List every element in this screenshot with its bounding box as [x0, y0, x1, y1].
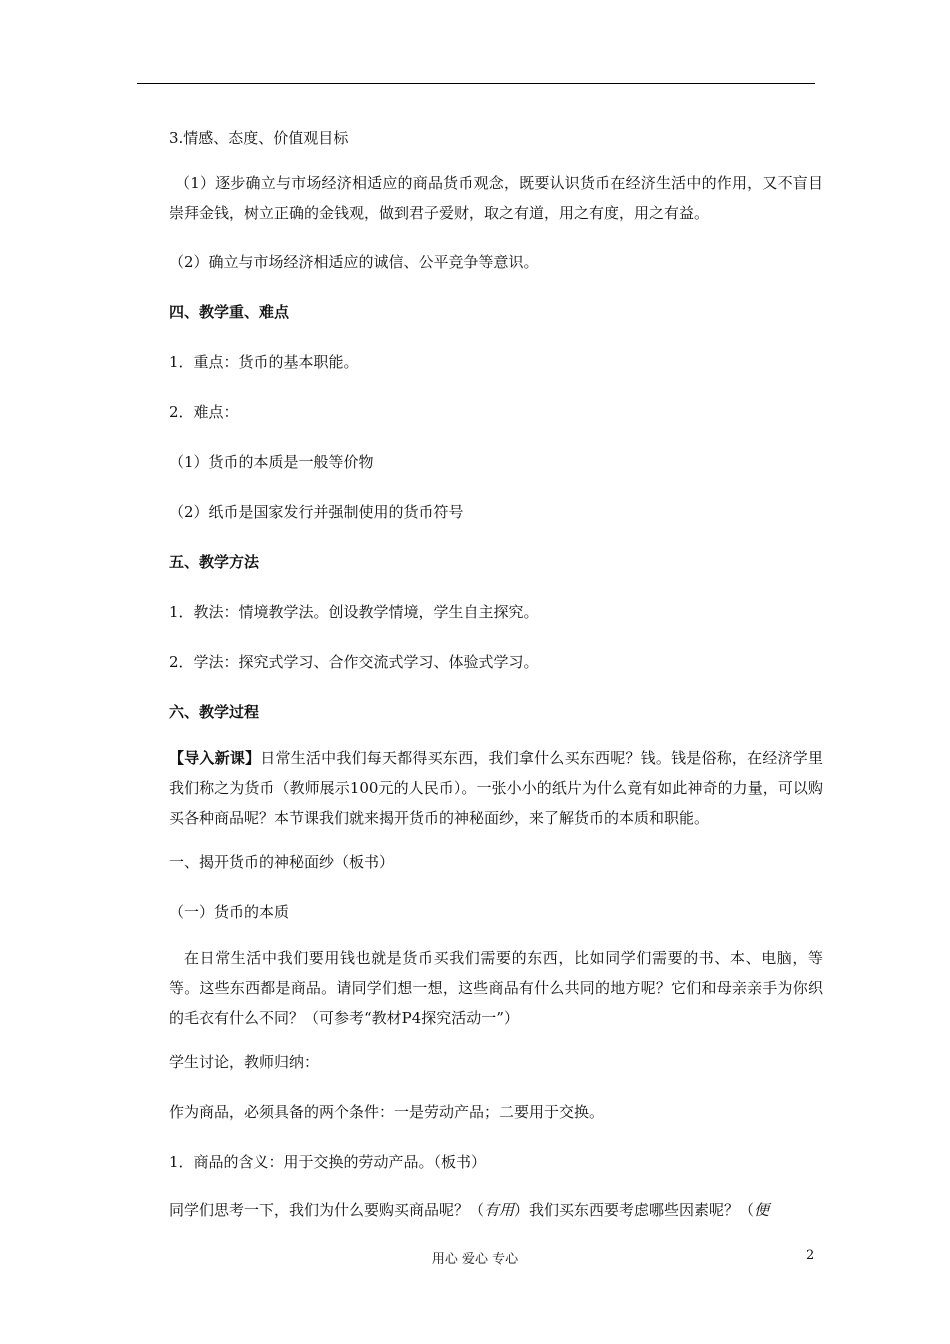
difficulty-2: （2）纸币是国家发行并强制使用的货币符号: [169, 503, 464, 521]
commodity-definition: 1．商品的含义：用于交换的劳动产品。（板书）: [169, 1153, 487, 1171]
intro-text: 日常生活中我们每天都得买东西，我们拿什么买东西呢？钱。钱是俗称，在经济学里我们称之为货币（教师展示100元的人民币）。一张小小的纸片为什么竟有如此神奇的力量，可以购买各种商品呢？本节课我们就来揭开货币的神秘面纱，来了解货币的本质和职能。: [169, 749, 823, 827]
section-heading-6: 六、教学过程: [169, 703, 260, 721]
difficulty-heading: 2．难点：: [169, 403, 239, 421]
question-part-1: 同学们思考一下，我们为什么要购买商品呢？（: [169, 1201, 485, 1219]
intro-label: 【导入新课】: [169, 749, 261, 767]
answer-useful: 有用: [484, 1201, 515, 1219]
teaching-method: 1．教法：情境教学法。创设教学情境，学生自主探究。: [169, 603, 539, 621]
page-number: 2: [806, 1248, 815, 1263]
header-rule: [137, 83, 815, 84]
discussion-line: 学生讨论，教师归纳：: [169, 1053, 320, 1071]
commodity-paragraph: 在日常生活中我们要用钱也就是货币买我们需要的东西，比如同学们需要的书、本、电脑，等等。这些东西都是商品。请同学们想一想，这些商品有什么共同的地方呢？它们和母亲亲手为你织的毛衣有什么不同？（可参考“教材P4探究活动一”）: [169, 949, 823, 1027]
section-heading-5: 五、教学方法: [169, 553, 260, 571]
key-point: 1．重点：货币的基本职能。: [169, 353, 359, 371]
subsection-heading: 一、揭开货币的神秘面纱（板书）: [169, 853, 395, 871]
difficulty-1: （1）货币的本质是一般等价物: [169, 453, 374, 471]
objective-heading: 3.情感、态度、价值观目标: [169, 129, 349, 147]
footer-slogan: 用心 爱心 专心: [431, 1252, 519, 1267]
section-heading-4: 四、教学重、难点: [169, 303, 290, 321]
paragraph-objective-2: （2）确立与市场经济相适应的诚信、公平竞争等意识。: [169, 253, 539, 271]
question-line: [169, 1200, 769, 1220]
intro-paragraph: [169, 743, 823, 833]
paragraph-objective-1: （1）逐步确立与市场经济相适应的商品货币观念，既要认识货币在经济生活中的作用，又不盲目崇拜金钱，树立正确的金钱观，做到君子爱财，取之有道，用之有度，用之有益。: [169, 174, 823, 222]
subsection-item: （一）货币的本质: [169, 903, 290, 921]
question-part-2: ）我们买东西要考虑哪些因素呢？（: [514, 1201, 755, 1219]
learning-method: 2．学法：探究式学习、合作交流式学习、体验式学习。: [169, 653, 539, 671]
conditions-line: 作为商品，必须具备的两个条件：一是劳动产品；二要用于交换。: [169, 1103, 605, 1121]
answer-convenient: 便: [754, 1201, 770, 1219]
